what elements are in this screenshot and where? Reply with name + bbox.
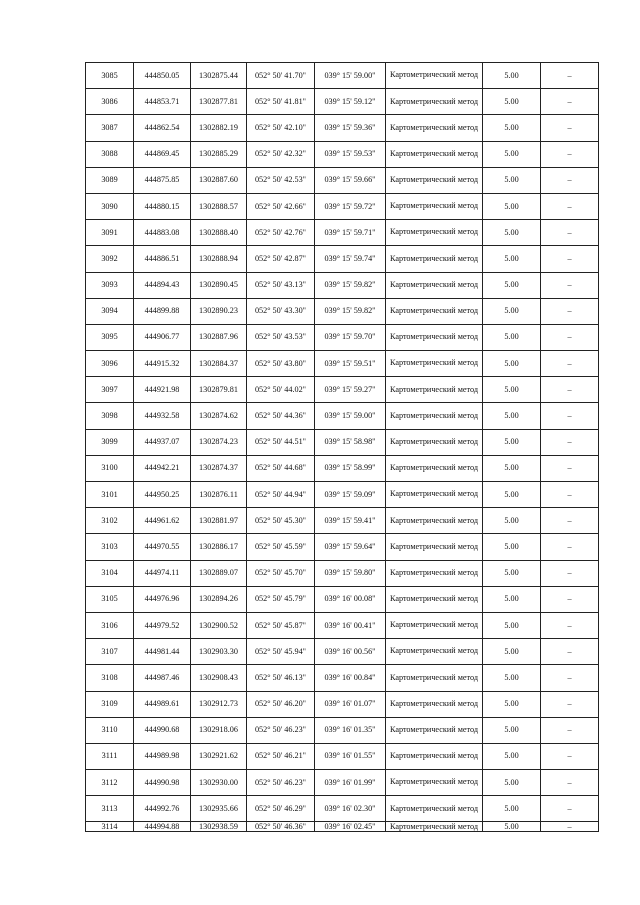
note-cell: – [541, 298, 599, 324]
precision-cell: 5.00 [483, 246, 541, 272]
x-coordinate-cell: 444921.98 [134, 377, 191, 403]
point-number-cell: 3109 [86, 691, 134, 717]
point-number-cell: 3099 [86, 429, 134, 455]
table-row [86, 691, 599, 717]
y-coordinate-cell: 1302890.45 [191, 272, 247, 298]
longitude-cell: 039° 15' 59.74" [315, 246, 386, 272]
precision-cell: 5.00 [483, 63, 541, 89]
latitude-cell: 052° 50' 45.87" [247, 612, 315, 638]
point-number-cell: 3110 [86, 717, 134, 743]
table-row [86, 167, 599, 193]
longitude-cell: 039° 16' 02.30" [315, 796, 386, 822]
table-row [86, 770, 599, 796]
longitude-cell: 039° 15' 59.51" [315, 351, 386, 377]
method-cell: Картометрический метод [386, 796, 483, 822]
x-coordinate-cell: 444862.54 [134, 115, 191, 141]
longitude-cell: 039° 15' 59.12" [315, 89, 386, 115]
point-number-cell: 3098 [86, 403, 134, 429]
precision-cell: 5.00 [483, 770, 541, 796]
point-number-cell: 3094 [86, 298, 134, 324]
note-cell: – [541, 351, 599, 377]
precision-cell: 5.00 [483, 298, 541, 324]
note-cell: – [541, 822, 599, 832]
longitude-cell: 039° 15' 59.41" [315, 508, 386, 534]
point-number-cell: 3111 [86, 743, 134, 769]
method-cell: Картометрический метод [386, 272, 483, 298]
point-number-cell: 3096 [86, 351, 134, 377]
y-coordinate-cell: 1302885.29 [191, 141, 247, 167]
precision-cell: 5.00 [483, 796, 541, 822]
y-coordinate-cell: 1302921.62 [191, 743, 247, 769]
y-coordinate-cell: 1302903.30 [191, 639, 247, 665]
precision-cell: 5.00 [483, 272, 541, 298]
latitude-cell: 052° 50' 44.36" [247, 403, 315, 429]
longitude-cell: 039° 15' 59.53" [315, 141, 386, 167]
longitude-cell: 039° 15' 59.70" [315, 324, 386, 350]
x-coordinate-cell: 444979.52 [134, 612, 191, 638]
y-coordinate-cell: 1302874.23 [191, 429, 247, 455]
note-cell: – [541, 639, 599, 665]
y-coordinate-cell: 1302900.52 [191, 612, 247, 638]
longitude-cell: 039° 16' 00.56" [315, 639, 386, 665]
longitude-cell: 039° 15' 59.64" [315, 534, 386, 560]
table-row [86, 351, 599, 377]
method-cell: Картометрический метод [386, 665, 483, 691]
latitude-cell: 052° 50' 42.87" [247, 246, 315, 272]
method-cell: Картометрический метод [386, 429, 483, 455]
y-coordinate-cell: 1302918.06 [191, 717, 247, 743]
x-coordinate-cell: 444961.62 [134, 508, 191, 534]
longitude-cell: 039° 16' 00.41" [315, 612, 386, 638]
table-row [86, 586, 599, 612]
x-coordinate-cell: 444981.44 [134, 639, 191, 665]
latitude-cell: 052° 50' 44.68" [247, 455, 315, 481]
x-coordinate-cell: 444989.98 [134, 743, 191, 769]
x-coordinate-cell: 444932.58 [134, 403, 191, 429]
y-coordinate-cell: 1302884.37 [191, 351, 247, 377]
longitude-cell: 039° 15' 59.00" [315, 63, 386, 89]
table-row [86, 639, 599, 665]
latitude-cell: 052° 50' 44.94" [247, 482, 315, 508]
x-coordinate-cell: 444989.61 [134, 691, 191, 717]
x-coordinate-cell: 444942.21 [134, 455, 191, 481]
x-coordinate-cell: 444937.07 [134, 429, 191, 455]
y-coordinate-cell: 1302876.11 [191, 482, 247, 508]
point-number-cell: 3091 [86, 220, 134, 246]
longitude-cell: 039° 15' 58.98" [315, 429, 386, 455]
x-coordinate-cell: 444906.77 [134, 324, 191, 350]
latitude-cell: 052° 50' 41.70" [247, 63, 315, 89]
longitude-cell: 039° 16' 00.08" [315, 586, 386, 612]
precision-cell: 5.00 [483, 220, 541, 246]
precision-cell: 5.00 [483, 560, 541, 586]
note-cell: – [541, 246, 599, 272]
precision-cell: 5.00 [483, 115, 541, 141]
latitude-cell: 052° 50' 44.02" [247, 377, 315, 403]
x-coordinate-cell: 444850.05 [134, 63, 191, 89]
longitude-cell: 039° 15' 59.71" [315, 220, 386, 246]
method-cell: Картометрический метод [386, 377, 483, 403]
longitude-cell: 039° 16' 01.35" [315, 717, 386, 743]
method-cell: Картометрический метод [386, 455, 483, 481]
precision-cell: 5.00 [483, 429, 541, 455]
point-number-cell: 3097 [86, 377, 134, 403]
latitude-cell: 052° 50' 42.10" [247, 115, 315, 141]
y-coordinate-cell: 1302875.44 [191, 63, 247, 89]
y-coordinate-cell: 1302881.97 [191, 508, 247, 534]
y-coordinate-cell: 1302930.00 [191, 770, 247, 796]
precision-cell: 5.00 [483, 665, 541, 691]
longitude-cell: 039° 15' 59.27" [315, 377, 386, 403]
method-cell: Картометрический метод [386, 586, 483, 612]
precision-cell: 5.00 [483, 612, 541, 638]
point-number-cell: 3112 [86, 770, 134, 796]
table-row [86, 455, 599, 481]
y-coordinate-cell: 1302887.60 [191, 167, 247, 193]
table-body [86, 63, 599, 832]
point-number-cell: 3103 [86, 534, 134, 560]
precision-cell: 5.00 [483, 691, 541, 717]
longitude-cell: 039° 15' 59.09" [315, 482, 386, 508]
x-coordinate-cell: 444976.96 [134, 586, 191, 612]
y-coordinate-cell: 1302874.62 [191, 403, 247, 429]
point-number-cell: 3093 [86, 272, 134, 298]
y-coordinate-cell: 1302879.81 [191, 377, 247, 403]
latitude-cell: 052° 50' 46.13" [247, 665, 315, 691]
table-row [86, 246, 599, 272]
note-cell: – [541, 455, 599, 481]
note-cell: – [541, 429, 599, 455]
note-cell: – [541, 770, 599, 796]
method-cell: Картометрический метод [386, 822, 483, 832]
point-number-cell: 3085 [86, 63, 134, 89]
latitude-cell: 052° 50' 46.36" [247, 822, 315, 832]
point-number-cell: 3086 [86, 89, 134, 115]
table-row [86, 508, 599, 534]
point-number-cell: 3089 [86, 167, 134, 193]
method-cell: Картометрический метод [386, 770, 483, 796]
x-coordinate-cell: 444990.68 [134, 717, 191, 743]
longitude-cell: 039° 15' 59.00" [315, 403, 386, 429]
latitude-cell: 052° 50' 46.29" [247, 796, 315, 822]
point-number-cell: 3101 [86, 482, 134, 508]
y-coordinate-cell: 1302882.19 [191, 115, 247, 141]
note-cell: – [541, 691, 599, 717]
precision-cell: 5.00 [483, 377, 541, 403]
x-coordinate-cell: 444987.46 [134, 665, 191, 691]
precision-cell: 5.00 [483, 193, 541, 219]
latitude-cell: 052° 50' 43.80" [247, 351, 315, 377]
precision-cell: 5.00 [483, 89, 541, 115]
method-cell: Картометрический метод [386, 324, 483, 350]
table-row [86, 560, 599, 586]
latitude-cell: 052° 50' 42.66" [247, 193, 315, 219]
y-coordinate-cell: 1302938.59 [191, 822, 247, 832]
table-row [86, 272, 599, 298]
longitude-cell: 039° 16' 01.07" [315, 691, 386, 717]
longitude-cell: 039° 16' 01.55" [315, 743, 386, 769]
x-coordinate-cell: 444950.25 [134, 482, 191, 508]
latitude-cell: 052° 50' 41.81" [247, 89, 315, 115]
latitude-cell: 052° 50' 45.94" [247, 639, 315, 665]
precision-cell: 5.00 [483, 586, 541, 612]
longitude-cell: 039° 15' 59.72" [315, 193, 386, 219]
latitude-cell: 052° 50' 42.76" [247, 220, 315, 246]
method-cell: Картометрический метод [386, 220, 483, 246]
table-row [86, 717, 599, 743]
note-cell: – [541, 743, 599, 769]
y-coordinate-cell: 1302874.37 [191, 455, 247, 481]
method-cell: Картометрический метод [386, 63, 483, 89]
point-number-cell: 3100 [86, 455, 134, 481]
y-coordinate-cell: 1302908.43 [191, 665, 247, 691]
table-row [86, 63, 599, 89]
method-cell: Картометрический метод [386, 141, 483, 167]
y-coordinate-cell: 1302888.40 [191, 220, 247, 246]
table-row [86, 429, 599, 455]
coordinates-table [85, 62, 599, 832]
method-cell: Картометрический метод [386, 508, 483, 534]
note-cell: – [541, 272, 599, 298]
latitude-cell: 052° 50' 43.13" [247, 272, 315, 298]
method-cell: Картометрический метод [386, 89, 483, 115]
note-cell: – [541, 89, 599, 115]
table-row [86, 482, 599, 508]
longitude-cell: 039° 15' 59.36" [315, 115, 386, 141]
method-cell: Картометрический метод [386, 717, 483, 743]
note-cell: – [541, 508, 599, 534]
x-coordinate-cell: 444880.15 [134, 193, 191, 219]
note-cell: – [541, 377, 599, 403]
latitude-cell: 052° 50' 45.59" [247, 534, 315, 560]
method-cell: Картометрический метод [386, 743, 483, 769]
y-coordinate-cell: 1302894.26 [191, 586, 247, 612]
table-row [86, 822, 599, 832]
note-cell: – [541, 115, 599, 141]
point-number-cell: 3107 [86, 639, 134, 665]
x-coordinate-cell: 444899.88 [134, 298, 191, 324]
method-cell: Картометрический метод [386, 167, 483, 193]
x-coordinate-cell: 444974.11 [134, 560, 191, 586]
method-cell: Картометрический метод [386, 691, 483, 717]
point-number-cell: 3090 [86, 193, 134, 219]
precision-cell: 5.00 [483, 508, 541, 534]
point-number-cell: 3088 [86, 141, 134, 167]
y-coordinate-cell: 1302888.94 [191, 246, 247, 272]
method-cell: Картометрический метод [386, 482, 483, 508]
x-coordinate-cell: 444992.76 [134, 796, 191, 822]
precision-cell: 5.00 [483, 639, 541, 665]
note-cell: – [541, 167, 599, 193]
note-cell: – [541, 324, 599, 350]
precision-cell: 5.00 [483, 717, 541, 743]
note-cell: – [541, 796, 599, 822]
table-row [86, 377, 599, 403]
note-cell: – [541, 482, 599, 508]
longitude-cell: 039° 16' 01.99" [315, 770, 386, 796]
longitude-cell: 039° 15' 59.82" [315, 272, 386, 298]
method-cell: Картометрический метод [386, 246, 483, 272]
longitude-cell: 039° 16' 02.45" [315, 822, 386, 832]
method-cell: Картометрический метод [386, 639, 483, 665]
table-row [86, 298, 599, 324]
latitude-cell: 052° 50' 43.30" [247, 298, 315, 324]
note-cell: – [541, 612, 599, 638]
point-number-cell: 3087 [86, 115, 134, 141]
precision-cell: 5.00 [483, 455, 541, 481]
point-number-cell: 3095 [86, 324, 134, 350]
precision-cell: 5.00 [483, 822, 541, 832]
table-row [86, 141, 599, 167]
x-coordinate-cell: 444883.08 [134, 220, 191, 246]
table-row [86, 324, 599, 350]
longitude-cell: 039° 15' 58.99" [315, 455, 386, 481]
y-coordinate-cell: 1302888.57 [191, 193, 247, 219]
longitude-cell: 039° 15' 59.82" [315, 298, 386, 324]
precision-cell: 5.00 [483, 141, 541, 167]
point-number-cell: 3114 [86, 822, 134, 832]
x-coordinate-cell: 444875.85 [134, 167, 191, 193]
latitude-cell: 052° 50' 46.23" [247, 717, 315, 743]
table-row [86, 743, 599, 769]
method-cell: Картометрический метод [386, 612, 483, 638]
note-cell: – [541, 560, 599, 586]
precision-cell: 5.00 [483, 324, 541, 350]
latitude-cell: 052° 50' 42.53" [247, 167, 315, 193]
method-cell: Картометрический метод [386, 560, 483, 586]
x-coordinate-cell: 444990.98 [134, 770, 191, 796]
point-number-cell: 3092 [86, 246, 134, 272]
x-coordinate-cell: 444886.51 [134, 246, 191, 272]
latitude-cell: 052° 50' 46.21" [247, 743, 315, 769]
x-coordinate-cell: 444915.32 [134, 351, 191, 377]
y-coordinate-cell: 1302877.81 [191, 89, 247, 115]
latitude-cell: 052° 50' 45.30" [247, 508, 315, 534]
x-coordinate-cell: 444970.55 [134, 534, 191, 560]
longitude-cell: 039° 16' 00.84" [315, 665, 386, 691]
note-cell: – [541, 220, 599, 246]
note-cell: – [541, 403, 599, 429]
precision-cell: 5.00 [483, 403, 541, 429]
latitude-cell: 052° 50' 44.51" [247, 429, 315, 455]
note-cell: – [541, 586, 599, 612]
method-cell: Картометрический метод [386, 115, 483, 141]
table-row [86, 403, 599, 429]
latitude-cell: 052° 50' 46.20" [247, 691, 315, 717]
method-cell: Картометрический метод [386, 534, 483, 560]
point-number-cell: 3104 [86, 560, 134, 586]
precision-cell: 5.00 [483, 743, 541, 769]
table-row [86, 115, 599, 141]
latitude-cell: 052° 50' 45.70" [247, 560, 315, 586]
longitude-cell: 039° 15' 59.66" [315, 167, 386, 193]
y-coordinate-cell: 1302889.07 [191, 560, 247, 586]
y-coordinate-cell: 1302912.73 [191, 691, 247, 717]
y-coordinate-cell: 1302890.23 [191, 298, 247, 324]
x-coordinate-cell: 444994.88 [134, 822, 191, 832]
note-cell: – [541, 193, 599, 219]
precision-cell: 5.00 [483, 167, 541, 193]
y-coordinate-cell: 1302886.17 [191, 534, 247, 560]
y-coordinate-cell: 1302887.96 [191, 324, 247, 350]
latitude-cell: 052° 50' 42.32" [247, 141, 315, 167]
x-coordinate-cell: 444894.43 [134, 272, 191, 298]
y-coordinate-cell: 1302935.66 [191, 796, 247, 822]
coordinates-page [85, 62, 598, 832]
note-cell: – [541, 63, 599, 89]
table-row [86, 665, 599, 691]
note-cell: – [541, 534, 599, 560]
method-cell: Картометрический метод [386, 403, 483, 429]
note-cell: – [541, 141, 599, 167]
latitude-cell: 052° 50' 43.53" [247, 324, 315, 350]
table-row [86, 612, 599, 638]
table-row [86, 193, 599, 219]
method-cell: Картометрический метод [386, 351, 483, 377]
x-coordinate-cell: 444869.45 [134, 141, 191, 167]
table-row [86, 796, 599, 822]
precision-cell: 5.00 [483, 482, 541, 508]
x-coordinate-cell: 444853.71 [134, 89, 191, 115]
precision-cell: 5.00 [483, 351, 541, 377]
point-number-cell: 3113 [86, 796, 134, 822]
point-number-cell: 3105 [86, 586, 134, 612]
method-cell: Картометрический метод [386, 298, 483, 324]
table-row [86, 534, 599, 560]
point-number-cell: 3102 [86, 508, 134, 534]
table-row [86, 89, 599, 115]
precision-cell: 5.00 [483, 534, 541, 560]
method-cell: Картометрический метод [386, 193, 483, 219]
point-number-cell: 3108 [86, 665, 134, 691]
note-cell: – [541, 665, 599, 691]
longitude-cell: 039° 15' 59.80" [315, 560, 386, 586]
latitude-cell: 052° 50' 46.23" [247, 770, 315, 796]
latitude-cell: 052° 50' 45.79" [247, 586, 315, 612]
note-cell: – [541, 717, 599, 743]
table-row [86, 220, 599, 246]
point-number-cell: 3106 [86, 612, 134, 638]
